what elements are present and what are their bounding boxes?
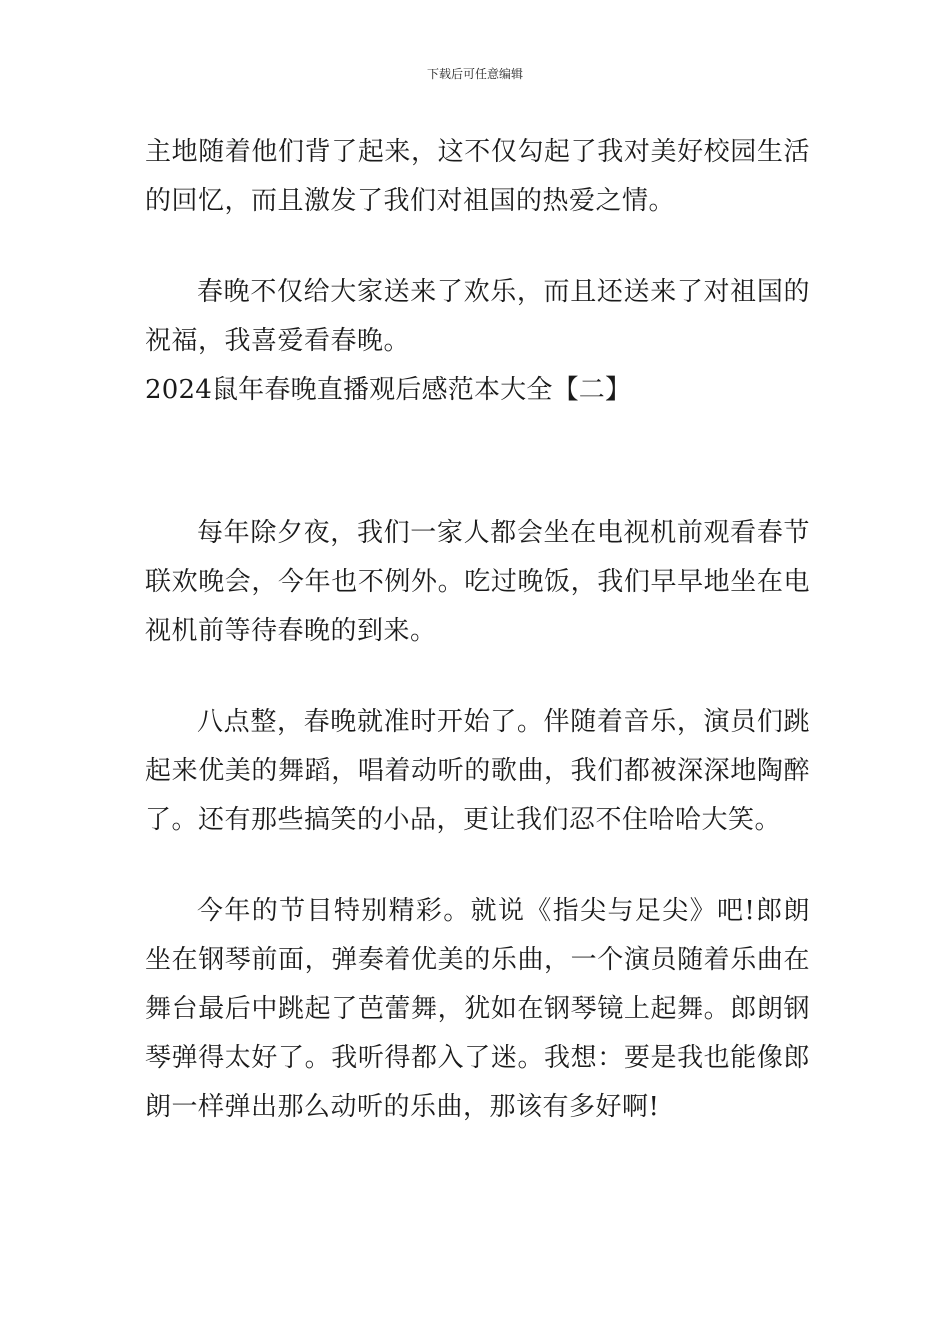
paragraph-1: 主地随着他们背了起来，这不仅勾起了我对美好校园生活的回忆，而且激发了我们对祖国的热爱之情。: [145, 137, 810, 216]
paragraph-3: 每年除夕夜，我们一家人都会坐在电视机前观看春节联欢晚会，今年也不例外。吃过晚饭，我们早早地坐在电视机前等待春晚的到来。: [145, 518, 810, 646]
paragraph-5: 今年的节目特别精彩。就说《指尖与足尖》吧!郎朗坐在钢琴前面，弹奏着优美的乐曲，一个演员随着乐曲在舞台最后中跳起了芭蕾舞，犹如在钢琴镜上起舞。郎朗钢琴弹得太好了。我听得都入了迷。我想：要是我也能像郎朗一样弹出那么动听的乐曲，那该有多好啊!: [145, 896, 810, 1122]
document-body: [145, 128, 810, 1132]
heading-spacer: [145, 415, 810, 509]
paragraph-spacer: [145, 845, 810, 887]
section-heading: 2024鼠年春晚直播观后感范本大全【二】: [145, 375, 632, 405]
paragraph-spacer: [145, 656, 810, 698]
paragraph-4: 八点整，春晚就准时开始了。伴随着音乐，演员们跳起来优美的舞蹈，唱着动听的歌曲，我们都被深深地陶醉了。还有那些搞笑的小品，更让我们忍不住哈哈大笑。: [145, 707, 810, 835]
paragraph-2: 春晚不仅给大家送来了欢乐，而且还送来了对祖国的祝福，我喜爱看春晚。: [145, 277, 810, 356]
paragraph-spacer: [145, 226, 810, 268]
header-note: 下载后可任意编辑: [426, 67, 523, 81]
